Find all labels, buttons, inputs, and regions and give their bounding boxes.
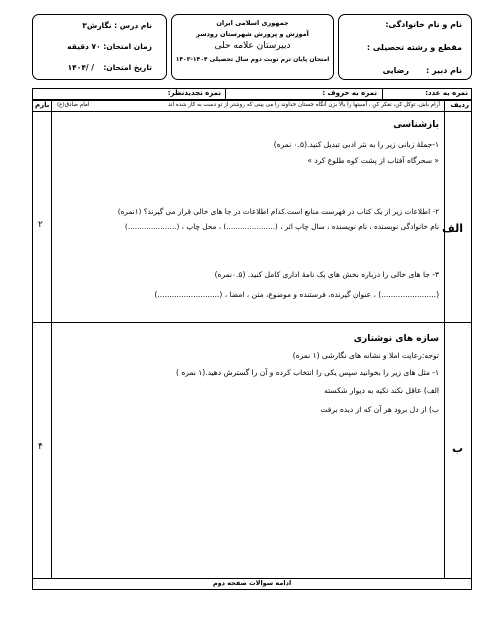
country-title: جمهوری اسلامی ایران [216,19,289,27]
teacher-label: نام دبیر : [426,66,462,75]
section-b-note: توجه:رعایت املا و نشانه های نگارشی (۱ نمره) [292,351,439,360]
numeric-score-label: نمره به عدد: [425,89,468,97]
duration-label: زمان امتحان: ۷۰ دقیقه [67,42,152,51]
section-a-q3-blanks: (.......................) ، عنوان گیرنده، فرستنده و موضوع، متن ، امضا ، (..........................) [154,290,439,299]
score-strip [32,88,472,100]
continued-note: ادامه سوالات صفحه دوم [212,579,292,587]
section-a-q1-sentence: « سحرگاه آفتاب از پشت کوه طلوع کرد » [307,156,439,165]
name-label: نام و نام خانوادگی: [385,20,462,29]
section-a-score: ۲ [38,220,43,230]
teacher-name: رضایی [382,66,409,75]
section-b-q1: ۱- مثل های زیر را بخوانید سپس یکی را انتخاب کرده و آن را گسترش دهید.(۱ نمره ) [176,368,439,377]
subject-label: نام درس : نگارش۳ [82,21,152,30]
exam-info-box [32,14,167,80]
motto-text: آرام باش، توکل کن، تفکر کن ، آسیتها را بالا بزن آنگاه جستان خداوند را می بینی که روشتر از تو دست به کار شده اند [168,102,440,108]
school-info-box [171,14,334,80]
exam-title: امتحان پایان ترم نوبت دوم سال تحصیلی ۱۴۰۴-۱۴۰۳ [175,56,330,63]
section-a-row-label: الف [441,222,463,235]
questions-table [32,100,472,590]
student-info-box [338,14,472,80]
letter-score-label: نمره به حروف : [322,89,377,97]
school-name: دبیرستان علامه حلی [214,41,291,51]
section-a-q3: ۳- جا های خالی را درباره بخش های یک نامهٔ اداری کامل کنید. (۰.۵نمره) [214,270,439,279]
section-b-proverb-a: الف) عاقل نکند تکیه به دیوار شکسته [324,386,439,395]
date-label: تاریخ امتحان: [103,63,152,72]
section-b-title: سازه های نوشتاری [353,334,439,344]
motto-attribution: امام صادق(ع) [57,102,90,108]
section-b-proverb-b: ب) از دل برود هر آن که از دیده برفت [320,405,439,414]
column-header-row: ردیف [450,101,469,109]
section-a-q2-blanks: نام خانوادگی نویسنده ، نام نویسنده ، سال چاپ اثر ، (.....................) ، محل چاپ ، (.....................) [124,222,439,231]
education-office: آموزش و پرورش شهرستان رودسر [196,30,309,38]
date-value: / /۱۴۰۴ [67,63,94,72]
grade-label: مقطع و رشته تحصیلی : [366,43,462,52]
section-a-q1: ۱-جملهٔ زبانی زیر را به نثر ادبی تبدیل کنید.(۰.۵ نمره) [273,140,439,149]
column-header-score: بارم [35,101,50,109]
revised-score-label: نمره تجدیدنظر: [167,89,221,97]
section-a-q2: ۲- اطلاعات زیر از یک کتاب در فهرست منابع است.کدام اطلاعات در جا های خالی قرار می گیرند؟ (۱نمره) [117,207,439,216]
section-b-row-label: ب [451,442,463,455]
section-b-score: ۴ [38,442,43,452]
section-a-title: بازشناسی [393,120,439,130]
